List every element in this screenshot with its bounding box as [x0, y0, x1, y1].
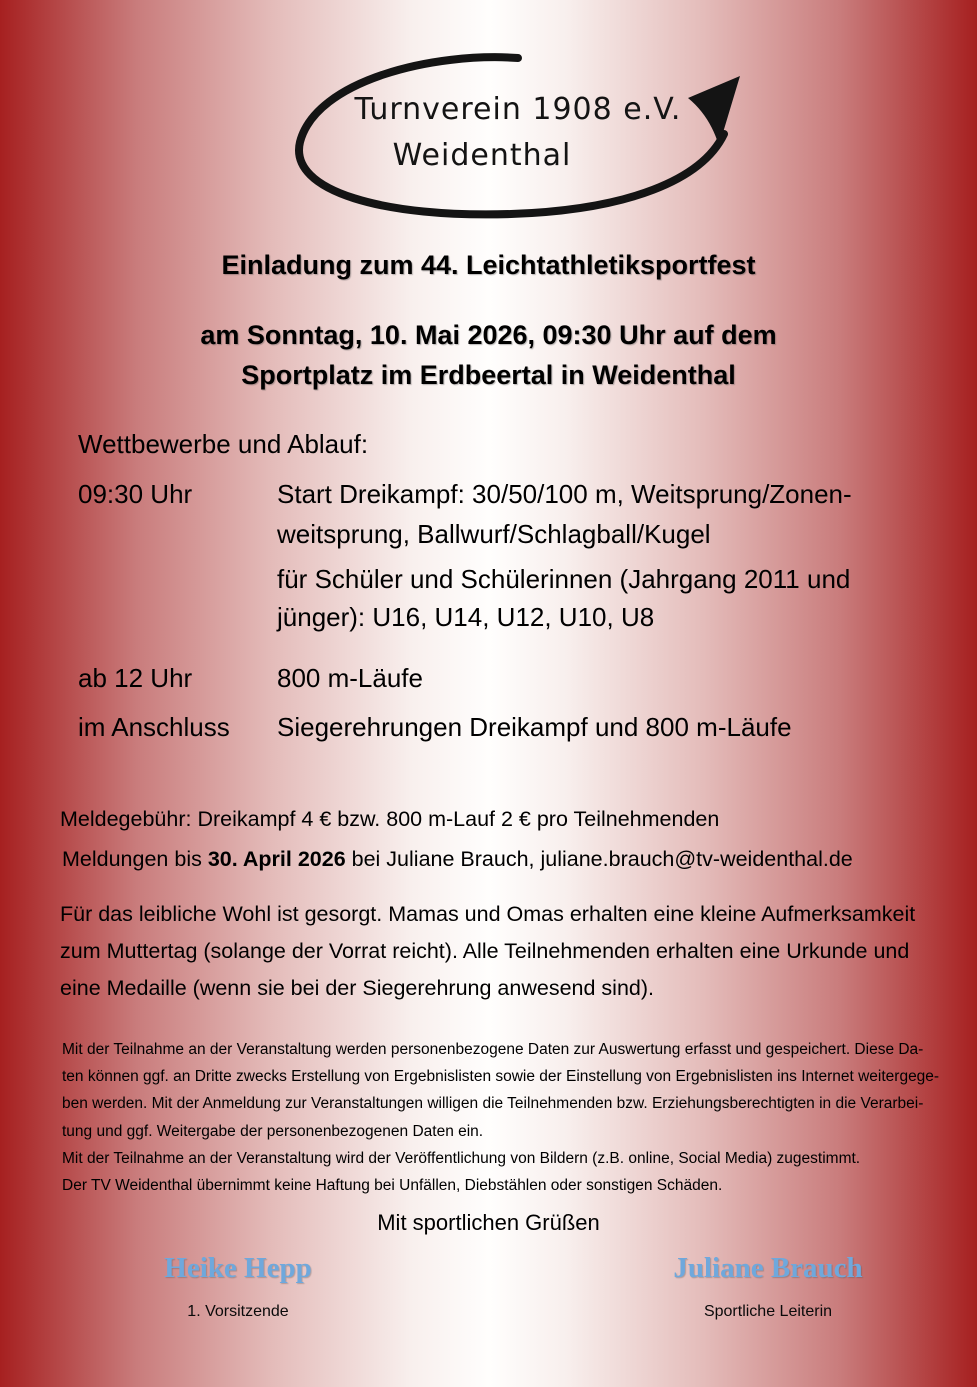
legal-line2: ten können ggf. an Dritte zwecks Erstellung von Ergebnislisten sowie der Einstellung von Ergebnislisten ins Internet weitergege- — [62, 1068, 940, 1086]
schedule-desc-1b — [277, 560, 850, 636]
legal-line6: Der TV Weidenthal übernimmt keine Haftung bei Unfällen, Diebstählen oder sonstigen Schäden. — [62, 1177, 723, 1195]
event-date-line2: Sportplatz im Erdbeertal in Weidenthal — [241, 360, 736, 390]
event-date-line1: am Sonntag, 10. Mai 2026, 09:30 Uhr auf dem — [200, 320, 777, 350]
arrow-swoosh-icon — [286, 50, 752, 224]
legal-line4: tung und ggf. Weitergabe der personenbezogenen Daten ein. — [62, 1122, 484, 1140]
schedule-desc-1 — [277, 474, 852, 554]
signature-name-juliane-brauch: Juliane Brauch — [673, 1252, 863, 1284]
signature-name-heike-hepp: Heike Hepp — [164, 1252, 312, 1284]
closing-greeting: Mit sportlichen Grüßen — [377, 1210, 600, 1235]
schedule-time-1: 09:30 Uhr — [78, 479, 193, 509]
info-paragraph — [60, 896, 915, 1007]
signature-right — [608, 1252, 928, 1321]
schedule-desc-1-line2: weitsprung, Ballwurf/Schlagball/Kugel — [277, 519, 711, 549]
logo-org-city: Weidenthal — [392, 138, 572, 173]
signature-role-vorsitzende: 1. Vorsitzende — [187, 1303, 289, 1320]
info-line1: Für das leibliche Wohl ist gesorgt. Mamas und Omas erhalten eine kleine Aufmerksamkeit — [60, 902, 916, 926]
club-logo — [286, 50, 752, 224]
signature-role-sportliche-leiterin: Sportliche Leiterin — [703, 1303, 833, 1320]
legal-line3: ben werden. Mit der Anmeldung zur Veranstaltungen willigen die Teilnehmenden bzw. Erziehungsberechtigten in die Verarbei- — [62, 1095, 924, 1113]
schedule-desc-1-line1: Start Dreikampf: 30/50/100 m, Weitsprung/Zonen- — [277, 479, 852, 509]
schedule-desc-1b-line1: für Schüler und Schülerinnen (Jahrgang 2011 und — [277, 564, 851, 594]
schedule-heading: Wettbewerbe und Ablauf: — [78, 429, 369, 459]
schedule-time-3: im Anschluss — [78, 712, 230, 742]
registration-line — [62, 841, 853, 878]
schedule-desc-2: 800 m-Läufe — [277, 663, 423, 693]
fee-line: Meldegebühr: Dreikampf 4 € bzw. 800 m-Lauf 2 € pro Teilnehmenden — [60, 807, 720, 831]
schedule-desc-1b-line2: jünger): U16, U14, U12, U10, U8 — [277, 602, 655, 632]
registration-prefix: Meldungen bis — [62, 847, 208, 871]
signature-left — [78, 1252, 398, 1321]
logo-org-name: Turnverein 1908 e.V. — [354, 92, 682, 127]
info-line3: eine Medaille (wenn sie bei der Siegerehrung anwesend sind). — [60, 976, 655, 1000]
registration-deadline: 30. April 2026 — [207, 847, 346, 871]
legal-line1: Mit der Teilnahme an der Veranstaltung werden personenbezogene Daten zur Auswertung erfasst und gespeichert. Diese Da- — [62, 1041, 924, 1058]
legal-notice — [62, 1036, 939, 1199]
info-line2: zum Muttertag (solange der Vorrat reicht). Alle Teilnehmenden erhalten eine Urkunde und — [60, 939, 910, 963]
schedule-desc-3: Siegerehrungen Dreikampf und 800 m-Läufe — [277, 712, 792, 742]
schedule-time-2: ab 12 Uhr — [78, 663, 193, 693]
legal-line5: Mit der Teilnahme an der Veranstaltung wird der Veröffentlichung von Bildern (z.B. online, Social Media) zugestimmt. — [62, 1149, 861, 1167]
registration-suffix: bei Juliane Brauch, juliane.brauch@tv-weidenthal.de — [345, 847, 853, 871]
page-title: Einladung zum 44. Leichtathletiksportfest — [221, 250, 756, 280]
